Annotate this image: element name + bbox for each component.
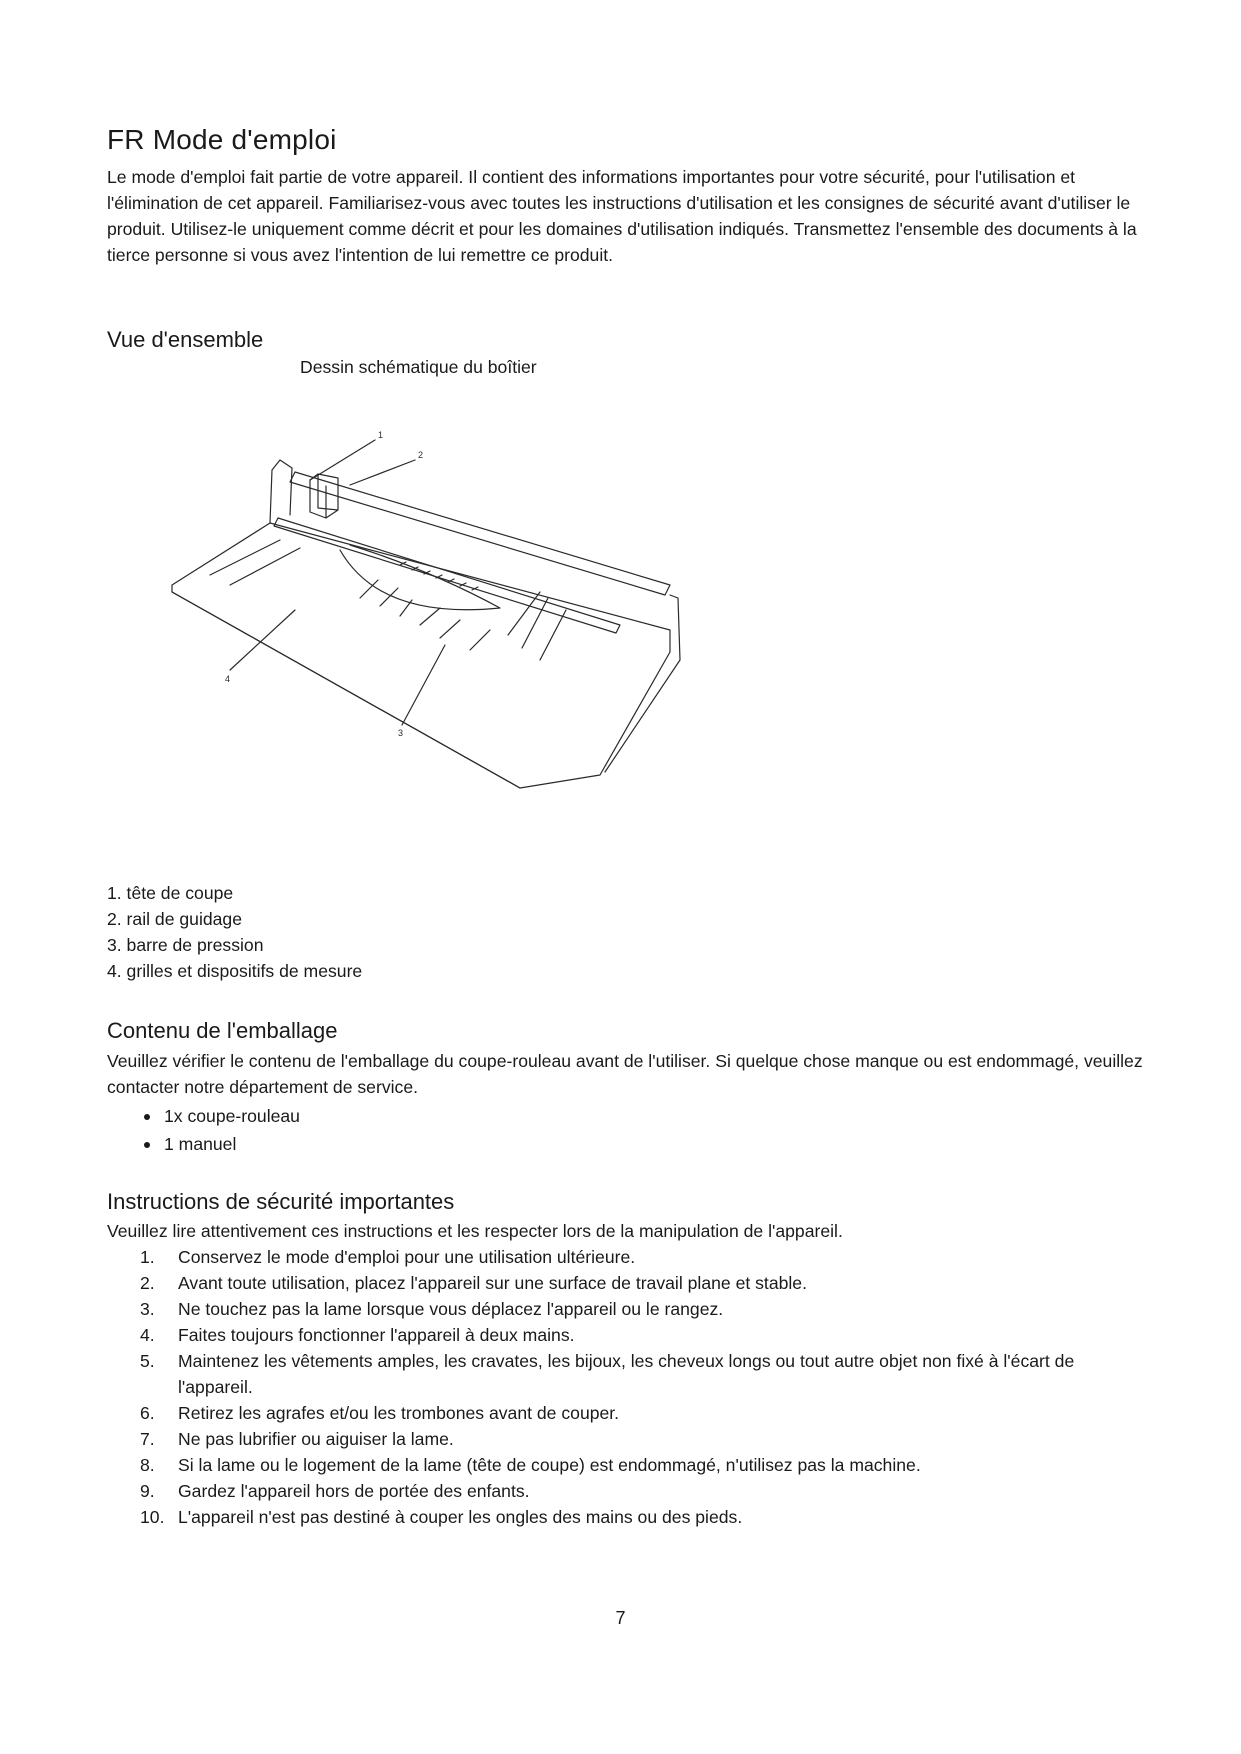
- contents-paragraph: Veuillez vérifier le contenu de l'emballage du coupe-rouleau avant de l'utiliser. Si quelque chose manque ou est endommagé, veuillez contacter notre département de service.: [107, 1051, 1143, 1097]
- part-item: 3. barre de pression: [107, 935, 264, 955]
- list-number: 4.: [140, 1325, 155, 1345]
- list-number: 6.: [140, 1403, 155, 1423]
- list-number: 7.: [140, 1429, 155, 1449]
- list-number: 1.: [140, 1247, 155, 1267]
- list-item: [140, 1348, 1140, 1400]
- list-item-text: 1x coupe-rouleau: [164, 1106, 300, 1126]
- callout-2: 2: [418, 450, 424, 460]
- guide-rail: [290, 472, 670, 595]
- page-title: FR Mode d'emploi: [107, 124, 337, 155]
- safety-heading: Instructions de sécurité importantes: [107, 1189, 455, 1214]
- paper-trimmer-schematic: [150, 420, 710, 840]
- callout-3: 3: [398, 728, 404, 738]
- list-item-text: Maintenez les vêtements amples, les cravates, les bijoux, les cheveux longs ou tout autre objet non fixé à l'écart de l'appareil.: [178, 1351, 1075, 1397]
- callout-4: 4: [225, 674, 231, 684]
- page-number: 7: [615, 1608, 626, 1628]
- list-item: [140, 1426, 1140, 1452]
- overview-heading: Vue d'ensemble: [107, 327, 264, 352]
- list-item-text: Faites toujours fonctionner l'appareil à deux mains.: [178, 1325, 575, 1345]
- bullet-icon: [144, 1142, 150, 1148]
- list-item-text: Si la lame ou le logement de la lame (tête de coupe) est endommagé, n'utilisez pas la machine.: [178, 1455, 921, 1475]
- leader-4: [230, 610, 295, 670]
- part-item: 2. rail de guidage: [107, 909, 242, 929]
- list-item: [140, 1504, 1140, 1530]
- list-item-text: Ne touchez pas la lame lorsque vous déplacez l'appareil ou le rangez.: [178, 1299, 724, 1319]
- list-item: [140, 1452, 1140, 1478]
- leader-1: [310, 440, 375, 480]
- part-item: 4. grilles et dispositifs de mesure: [107, 961, 363, 981]
- list-item-text: 1 manuel: [164, 1134, 237, 1154]
- contents-list: [140, 1102, 300, 1158]
- base-front-edge: [172, 592, 520, 788]
- list-number: 5.: [140, 1351, 155, 1371]
- list-number: 9.: [140, 1481, 155, 1501]
- pressure-bar: [274, 518, 620, 633]
- list-number: 8.: [140, 1455, 155, 1475]
- safety-list: [140, 1244, 1140, 1530]
- list-item: [140, 1130, 300, 1158]
- list-item-text: Conservez le mode d'emploi pour une utilisation ultérieure.: [178, 1247, 636, 1267]
- leader-3: [402, 645, 445, 725]
- safety-intro: Veuillez lire attentivement ces instructions et les respecter lors de la manipulation de l'appareil.: [107, 1221, 843, 1241]
- list-item: [140, 1478, 1140, 1504]
- list-item: [140, 1400, 1140, 1426]
- bullet-icon: [144, 1114, 150, 1120]
- list-number: 2.: [140, 1273, 155, 1293]
- list-item: [140, 1244, 1140, 1270]
- left-end-bracket: [270, 460, 292, 523]
- list-item: [140, 1322, 1140, 1348]
- list-item-text: Avant toute utilisation, placez l'appareil sur une surface de travail plane et stable.: [178, 1273, 807, 1293]
- leader-2: [350, 460, 415, 485]
- list-item-text: L'appareil n'est pas destiné à couper les ongles des mains ou des pieds.: [178, 1507, 743, 1527]
- callout-1: 1: [378, 430, 384, 440]
- parts-list: [107, 880, 362, 984]
- list-item: [140, 1270, 1140, 1296]
- list-number: 10.: [140, 1507, 165, 1527]
- list-item-text: Ne pas lubrifier ou aiguiser la lame.: [178, 1429, 454, 1449]
- part-item: 1. tête de coupe: [107, 883, 234, 903]
- list-item: [140, 1102, 300, 1130]
- contents-heading: Contenu de l'emballage: [107, 1018, 338, 1043]
- intro-paragraph: Le mode d'emploi fait partie de votre appareil. Il contient des informations importantes pour votre sécurité, pour l'utilisation et l'élimination de cet appareil. Familiarisez-vous avec toutes les instructions d'utilisation et les consignes de sécurité avant d'utiliser le produit. Utilisez-le uniquement comme décrit et pour les domaines d'utilisation indiqués. Transmettez l'ensemble des documents à la tierce personne si vous avez l'intention de lui remettre ce produit.: [107, 167, 1137, 265]
- list-item: [140, 1296, 1140, 1322]
- list-number: 3.: [140, 1299, 155, 1319]
- list-item-text: Retirez les agrafes et/ou les trombones avant de couper.: [178, 1403, 620, 1423]
- schema-caption: Dessin schématique du boîtier: [300, 357, 537, 377]
- list-item-text: Gardez l'appareil hors de portée des enfants.: [178, 1481, 530, 1501]
